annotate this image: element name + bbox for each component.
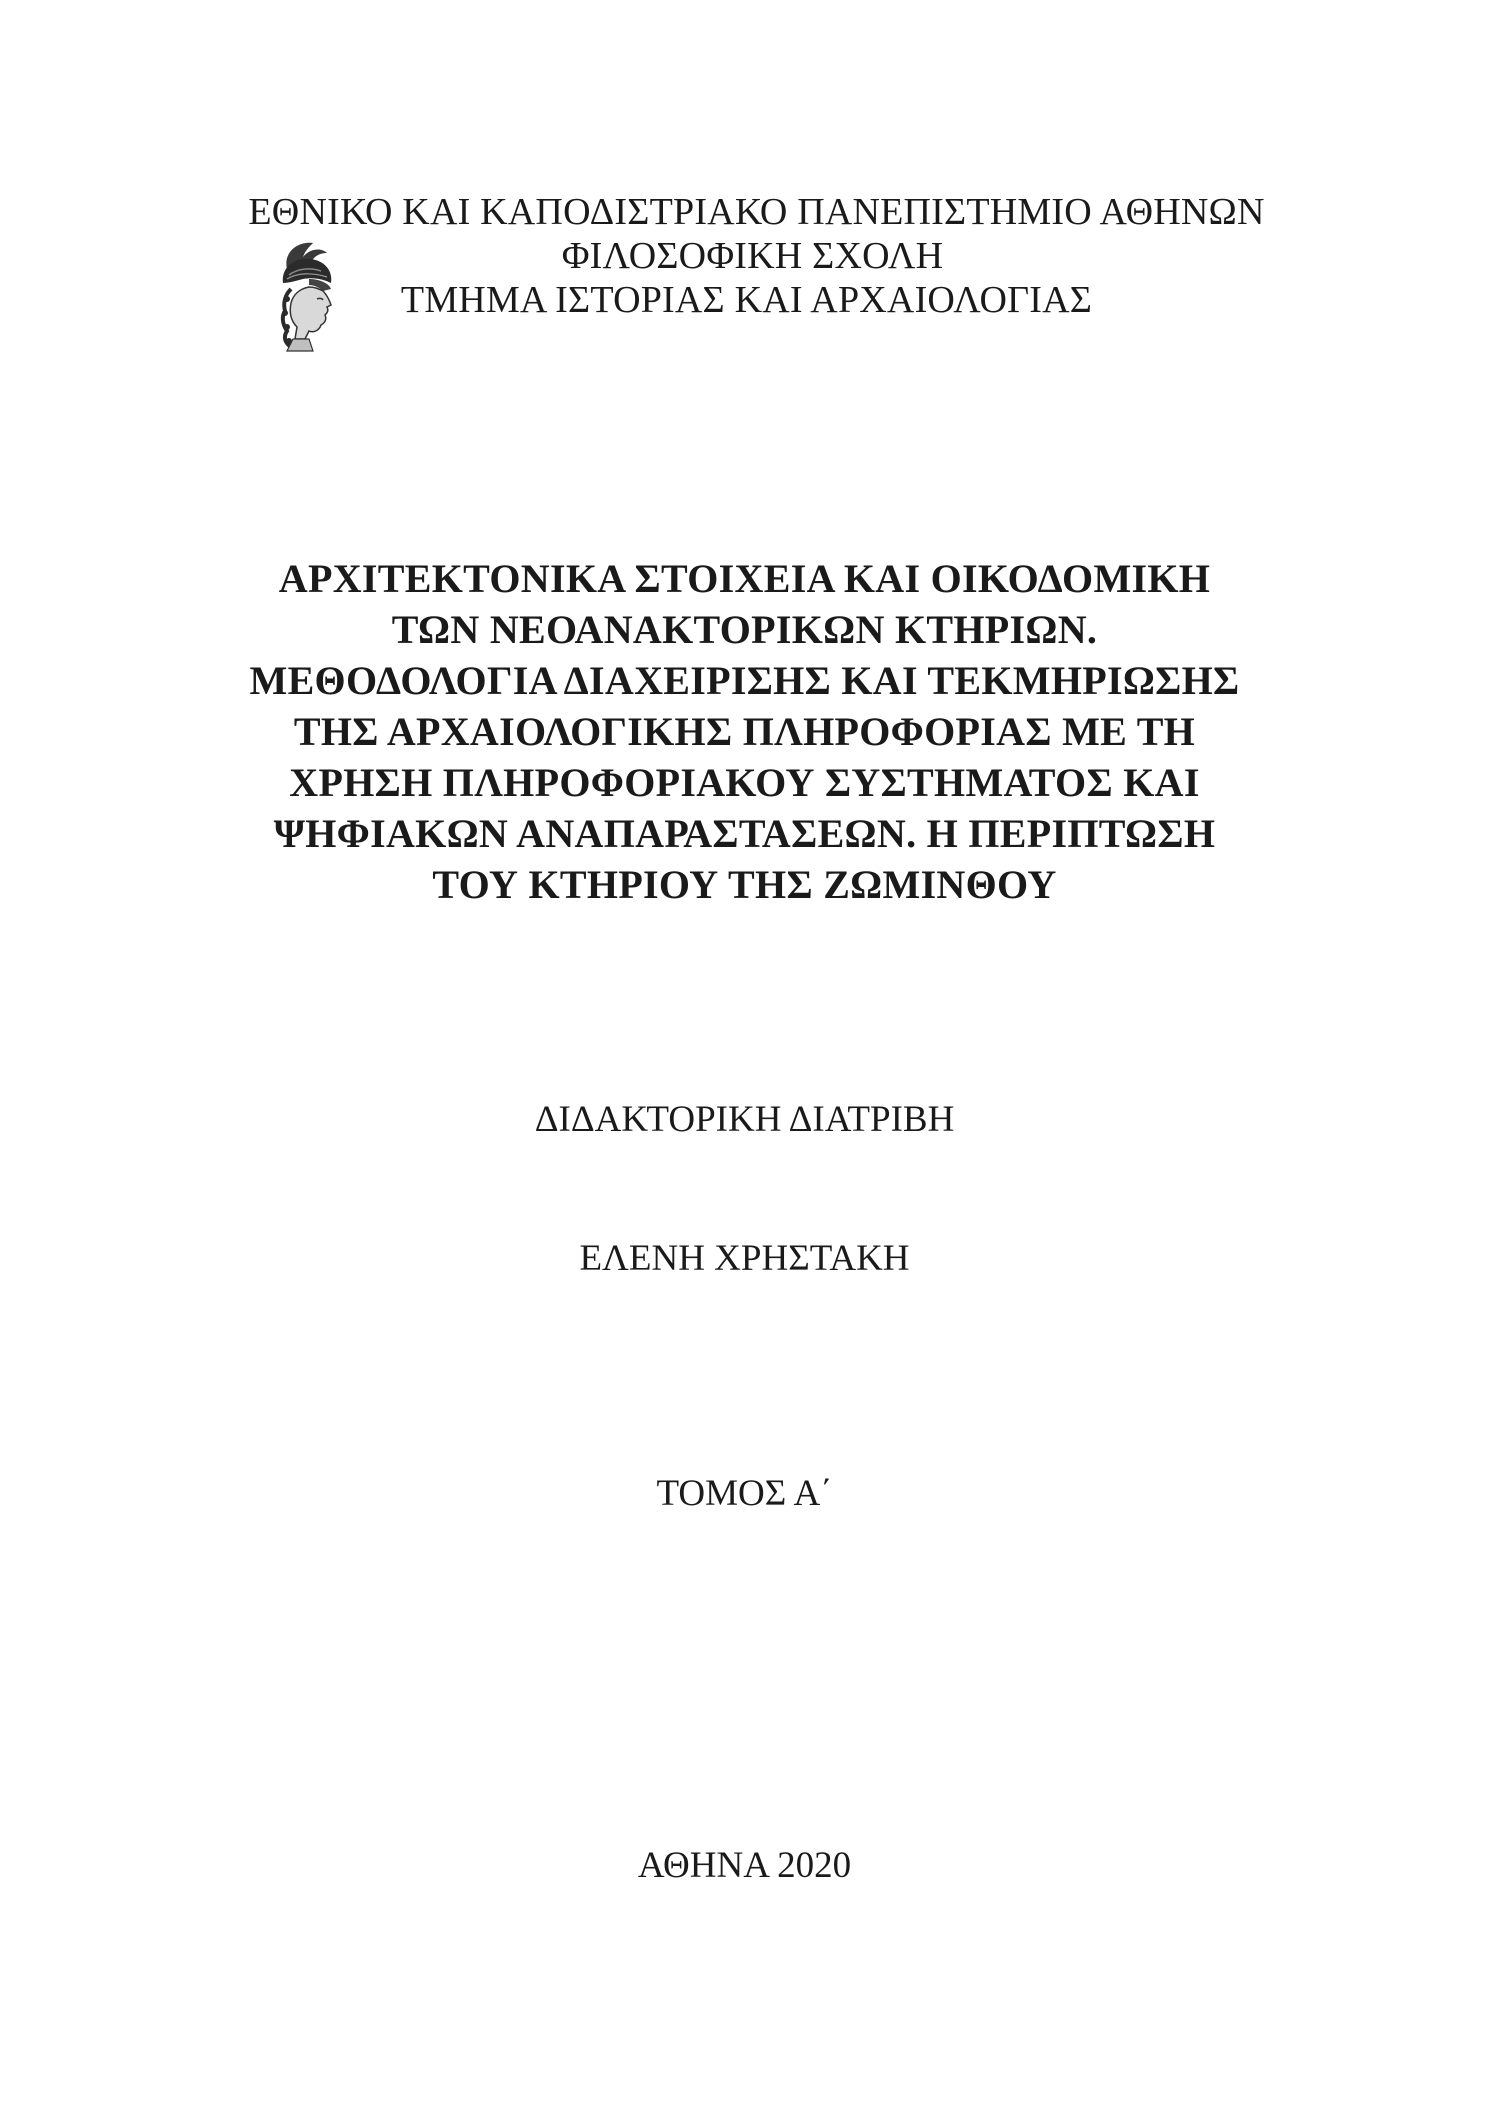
title-line: ΨΗΦΙΑΚΩΝ ΑΝΑΠΑΡΑΣΤΑΣΕΩΝ. Η ΠΕΡΙΠΤΩΣΗ [273, 811, 1216, 856]
thesis-type: ΔΙΔΑΚΤΟΡΙΚΗ ΔΙΑΤΡΙΒΗ [534, 1099, 955, 1140]
athena-head-emblem-icon [269, 239, 349, 355]
title-line: ΧΡΗΣΗ ΠΛΗΡΟΦΟΡΙΑΚΟΥ ΣΥΣΤΗΜΑΤΟΣ ΚΑΙ [289, 760, 1200, 805]
school-name: ΦΙΛΟΣΟΦΙΚΗ ΣΧΟΛΗ [561, 235, 944, 277]
place-year: ΑΘΗΝΑ 2020 [637, 1845, 852, 1886]
title-line: ΤΩΝ ΝΕΟΑΝΑΚΤΟΡΙΚΩΝ ΚΤΗΡΙΩΝ. [391, 607, 1098, 652]
title-line: ΤΟΥ ΚΤΗΡΙΟΥ ΤΗΣ ΖΩΜΙΝΘΟΥ [432, 862, 1057, 907]
university-name: ΕΘΝΙΚΟ ΚΑΙ ΚΑΠΟΔΙΣΤΡΙΑΚΟ ΠΑΝΕΠΙΣΤΗΜΙΟ ΑΘΗΝΩΝ [248, 191, 1265, 233]
thesis-title [0, 553, 1489, 910]
title-line: ΤΗΣ ΑΡΧΑΙΟΛΟΓΙΚΗΣ ΠΛΗΡΟΦΟΡΙΑΣ ΜΕ ΤΗ [293, 709, 1196, 754]
department-name: ΤΜΗΜΑ ΙΣΤΟΡΙΑΣ ΚΑΙ ΑΡΧΑΙΟΛΟΓΙΑΣ [400, 279, 1093, 321]
volume-label: ΤΟΜΟΣ Α΄ [656, 1473, 833, 1514]
title-line: ΑΡΧΙΤΕΚΤΟΝΙΚΑ ΣΤΟΙΧΕΙΑ ΚΑΙ ΟΙΚΟΔΟΜΙΚΗ [278, 556, 1211, 601]
author-name: ΕΛΕΝΗ ΧΡΗΣΤΑΚΗ [579, 1238, 910, 1279]
title-line: ΜΕΘΟΔΟΛΟΓΙΑ ΔΙΑΧΕΙΡΙΣΗΣ ΚΑΙ ΤΕΚΜΗΡΙΩΣΗΣ [249, 658, 1240, 703]
